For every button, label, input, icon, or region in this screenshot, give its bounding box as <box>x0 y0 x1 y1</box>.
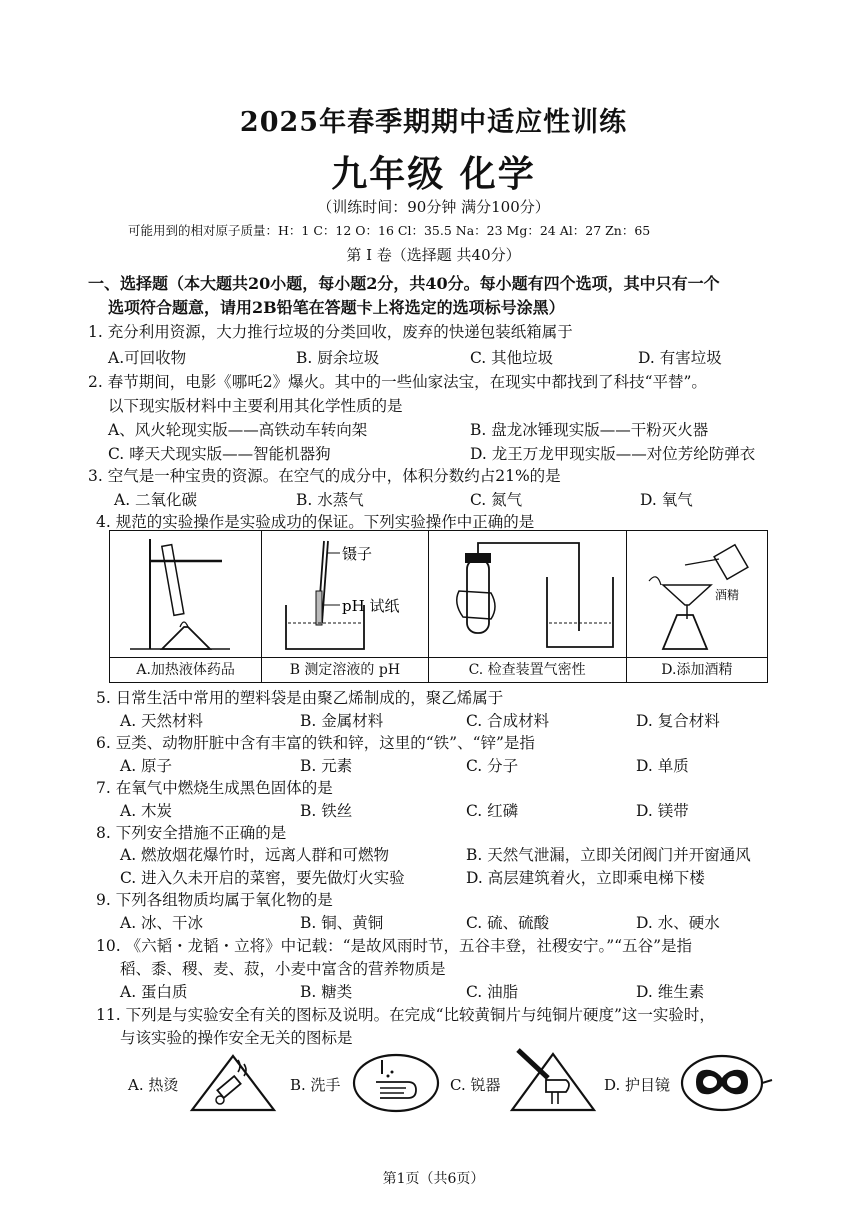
q6-option-a: A. 原子 <box>120 757 173 775</box>
heating-liquid-figure <box>110 531 260 657</box>
question-10-stem: 10. 《六韬・龙韬・立将》中记载：“是故风雨时节，五谷丰登，社稷安宁。”“五谷”是指 <box>96 937 693 955</box>
q5-option-b: B. 金属材料 <box>300 712 384 730</box>
q7-option-b: B. 铁丝 <box>300 802 353 820</box>
adding-alcohol-figure <box>627 531 766 657</box>
part-title: 第 Ⅰ 卷（选择题 共40分） <box>346 246 521 264</box>
section-heading-line2: 选项符合题意，请用2B铅笔在答题卡上将选定的选项标号涂黑） <box>108 298 565 317</box>
q11-option-a: A. 热烫 <box>128 1076 179 1094</box>
experiment-figure-table <box>109 530 768 683</box>
figure-cell-c <box>428 531 626 683</box>
q11-option-c: C. 锐器 <box>450 1076 501 1094</box>
q2-option-c: C. 哮天犬现实版——智能机器狗 <box>108 445 331 463</box>
q7-option-a: A. 木炭 <box>120 802 173 820</box>
q3-option-c: C. 氮气 <box>470 491 523 509</box>
figure-a-caption: A.加热液体药品 <box>110 657 261 682</box>
q8-option-a: A. 燃放烟花爆竹时，远离人群和可燃物 <box>120 846 390 864</box>
q5-option-a: A. 天然材料 <box>120 712 204 730</box>
subject-title: 九年级 化学 <box>331 153 536 195</box>
q2-option-a: A、风火轮现实版——高铁动车转向架 <box>108 421 368 439</box>
q1-option-c: C. 其他垃圾 <box>470 349 554 367</box>
q2-option-d: D. 龙王万龙甲现实版——对位芳纶防弹衣 <box>470 445 756 463</box>
q1-option-d: D. 有害垃圾 <box>638 349 722 367</box>
q7-option-d: D. 镁带 <box>636 802 689 820</box>
question-6-stem: 6. 豆类、动物肝脏中含有丰富的铁和锌，这里的“铁”、“锌”是指 <box>96 734 535 752</box>
figure-b-caption: B 测定溶液的 pH <box>262 657 427 682</box>
q10-option-c: C. 油脂 <box>466 983 519 1001</box>
question-1-stem: 1. 充分利用资源，大力推行垃圾的分类回收，废弃的快递包装纸箱属于 <box>88 323 573 341</box>
question-7-stem: 7. 在氧气中燃烧生成黑色固体的是 <box>96 779 333 797</box>
figure-cell-b <box>262 531 428 683</box>
q10-option-d: D. 维生素 <box>636 983 705 1001</box>
q10-option-b: B. 糖类 <box>300 983 353 1001</box>
q6-option-c: C. 分子 <box>466 757 519 775</box>
q10-option-a: A. 蛋白质 <box>120 983 188 1001</box>
question-11-stem: 11. 下列是与实验安全有关的图标及说明。在完成“比较黄铜片与纯铜片硬度”这一实验时， <box>96 1006 715 1024</box>
sharp-object-icon <box>508 1048 598 1114</box>
question-11-stem-line2: 与该实验的操作安全无关的图标是 <box>120 1029 353 1047</box>
q8-option-c: C. 进入久未开启的菜窖，要先做灯火实验 <box>120 869 405 887</box>
section-heading-line1: 一、选择题（本大题共20小题，每小题2分，共40分。每小题有四个选项，其中只有一个 <box>88 274 720 293</box>
ph-test-figure <box>262 531 426 657</box>
figure-d-caption: D.添加酒精 <box>627 657 767 682</box>
question-10-stem-line2: 稻、黍、稷、麦、菽，小麦中富含的营养物质是 <box>120 960 446 978</box>
airtightness-figure <box>429 531 625 657</box>
alcohol-label: 酒精 <box>714 588 739 602</box>
q9-option-b: B. 铜、黄铜 <box>300 914 384 932</box>
q11-option-b: B. 洗手 <box>290 1076 341 1094</box>
wash-hands-icon <box>350 1052 442 1114</box>
ph-paper-label: pH 试纸 <box>342 597 400 615</box>
figure-c-caption: C. 检查装置气密性 <box>429 657 626 682</box>
q11-option-d: D. 护目镜 <box>604 1076 671 1094</box>
question-4-stem: 4. 规范的实验操作是实验成功的保证。下列实验操作中正确的是 <box>96 513 535 531</box>
q3-option-d: D. 氧气 <box>640 491 693 509</box>
q9-option-d: D. 水、硬水 <box>636 914 720 932</box>
question-2-stem: 2. 春节期间，电影《哪吒2》爆火。其中的一些仙家法宝，在现实中都找到了科技“平替”。 <box>88 373 707 391</box>
atomic-masses: 可能用到的相对原子质量：H：1 C：12 O：16 Cl：35.5 Na：23 Mg：24 Al：27 Zn：65 <box>128 223 651 238</box>
figure-cell-d <box>626 531 767 683</box>
figure-cell-a <box>110 531 262 683</box>
q3-option-b: B. 水蒸气 <box>296 491 364 509</box>
q3-option-a: A. 二氧化碳 <box>114 491 198 509</box>
q9-option-a: A. 冰、干冰 <box>120 914 204 932</box>
q5-option-d: D. 复合材料 <box>636 712 720 730</box>
time-info: （训练时间：90分钟 满分100分） <box>317 198 550 216</box>
q5-option-c: C. 合成材料 <box>466 712 550 730</box>
question-9-stem: 9. 下列各组物质均属于氧化物的是 <box>96 891 333 909</box>
question-3-stem: 3. 空气是一种宝贵的资源。在空气的成分中，体积分数约占21%的是 <box>88 467 561 485</box>
q7-option-c: C. 红磷 <box>466 802 519 820</box>
question-2-stem-line2: 以下现实版材料中主要利用其化学性质的是 <box>108 397 403 415</box>
q6-option-b: B. 元素 <box>300 757 353 775</box>
question-5-stem: 5. 日常生活中常用的塑料袋是由聚乙烯制成的，聚乙烯属于 <box>96 689 504 707</box>
exam-title: 2025年春季期期中适应性训练 <box>239 107 628 138</box>
hot-surface-icon <box>188 1052 278 1114</box>
tweezers-label: 镊子 <box>342 545 373 563</box>
q2-option-b: B. 盘龙冰锤现实版——干粉灭火器 <box>470 421 709 439</box>
q9-option-c: C. 硫、硫酸 <box>466 914 550 932</box>
q8-option-d: D. 高层建筑着火，立即乘电梯下楼 <box>466 869 705 887</box>
q1-option-b: B. 厨余垃圾 <box>296 349 380 367</box>
page-footer: 第1页（共6页） <box>382 1171 485 1187</box>
q8-option-b: B. 天然气泄漏，立即关闭阀门并开窗通风 <box>466 846 751 864</box>
q1-option-a: A.可回收物 <box>108 349 187 367</box>
goggles-icon <box>678 1052 774 1114</box>
q6-option-d: D. 单质 <box>636 757 689 775</box>
question-8-stem: 8. 下列安全措施不正确的是 <box>96 824 287 842</box>
